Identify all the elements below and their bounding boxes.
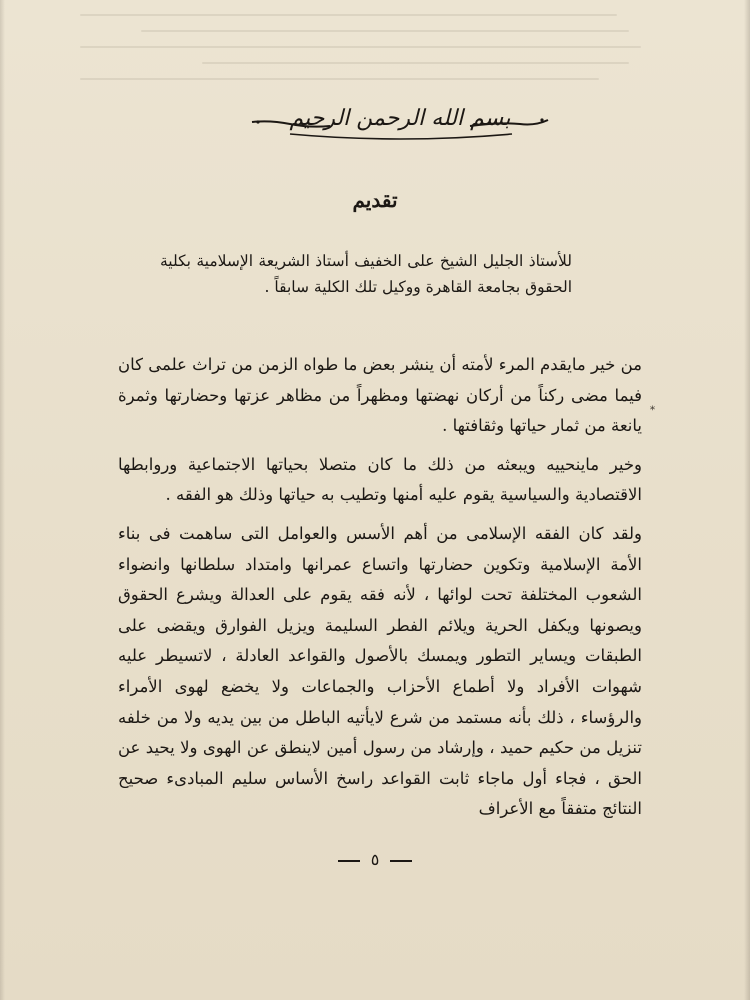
footer-dash-left <box>390 860 412 862</box>
section-heading: تقديم <box>352 188 398 212</box>
show-through-bleed <box>80 0 690 90</box>
paragraph-3: ولقد كان الفقه الإسلامى من أهم الأسس والعوامل التى ساهمت فى بناء الأمة الإسلامية وتكوين حضارتها واتساع عمرانها وامتداد سلطانها وانضواء الشعوب المختلفة تحت لوائها ، لأنه فقه يقوم على العدالة ويشرع الحقوق ويصونها ويكفل الحرية ويلائم الفطر السليمة ويزيل الفوارق ويقضى على الطبقات ويساير التطور ويمسك بالأصول والقواعد العادلة ، لاتسيطر عليه شهوات الأفراد ولا أطماع الأحزاب والجماعات ولا يخضع لهوى الأمراء والرؤساء ، ذلك بأنه مستمد من شرع لايأتيه الباطل من بين يديه ولا من خلفه تنزيل من حكيم حميد ، وإرشاد من رسول أمين لاينطق عن الهوى ولا يحيد عن الحق ، فجاء أول ماجاء ثابت القواعد راسخ الأساس سليم المبادىء صحيح النتائج متفقاً مع الأعراف <box>118 523 642 819</box>
page-number: ٥ <box>370 850 380 869</box>
page-footer <box>0 850 750 869</box>
margin-mark: * <box>650 405 655 416</box>
basmala-ornament <box>250 100 550 148</box>
dedication-note: للأستاذ الجليل الشيخ على الخفيف أستاذ الشريعة الإسلامية بكلية الحقوق بجامعة القاهرة ووكيل تلك الكلية سابقاً . <box>160 252 572 296</box>
paragraph-2: وخير ماينحييه ويبعثه من ذلك ما كان متصلا بحياتها الاجتماعية وروابطها الاقتصادية والسياسية يقوم عليه أمنها وتطيب به حياتها وذلك هو الفقه . <box>118 454 642 505</box>
basmala-text: بسم الله الرحمن الرحيم <box>289 106 511 131</box>
body-text <box>118 350 642 825</box>
paragraph-1: من خير مايقدم المرء لأمته أن ينشر بعض ما طواه الزمن من تراث علمى كان فيما مضى ركناً من أركان نهضتها ومظهراً من مظاهر عزتها وحضارتها وثمرة يانعة من ثمار حياتها وثقافتها . <box>118 355 642 436</box>
footer-dash-right <box>338 860 360 862</box>
